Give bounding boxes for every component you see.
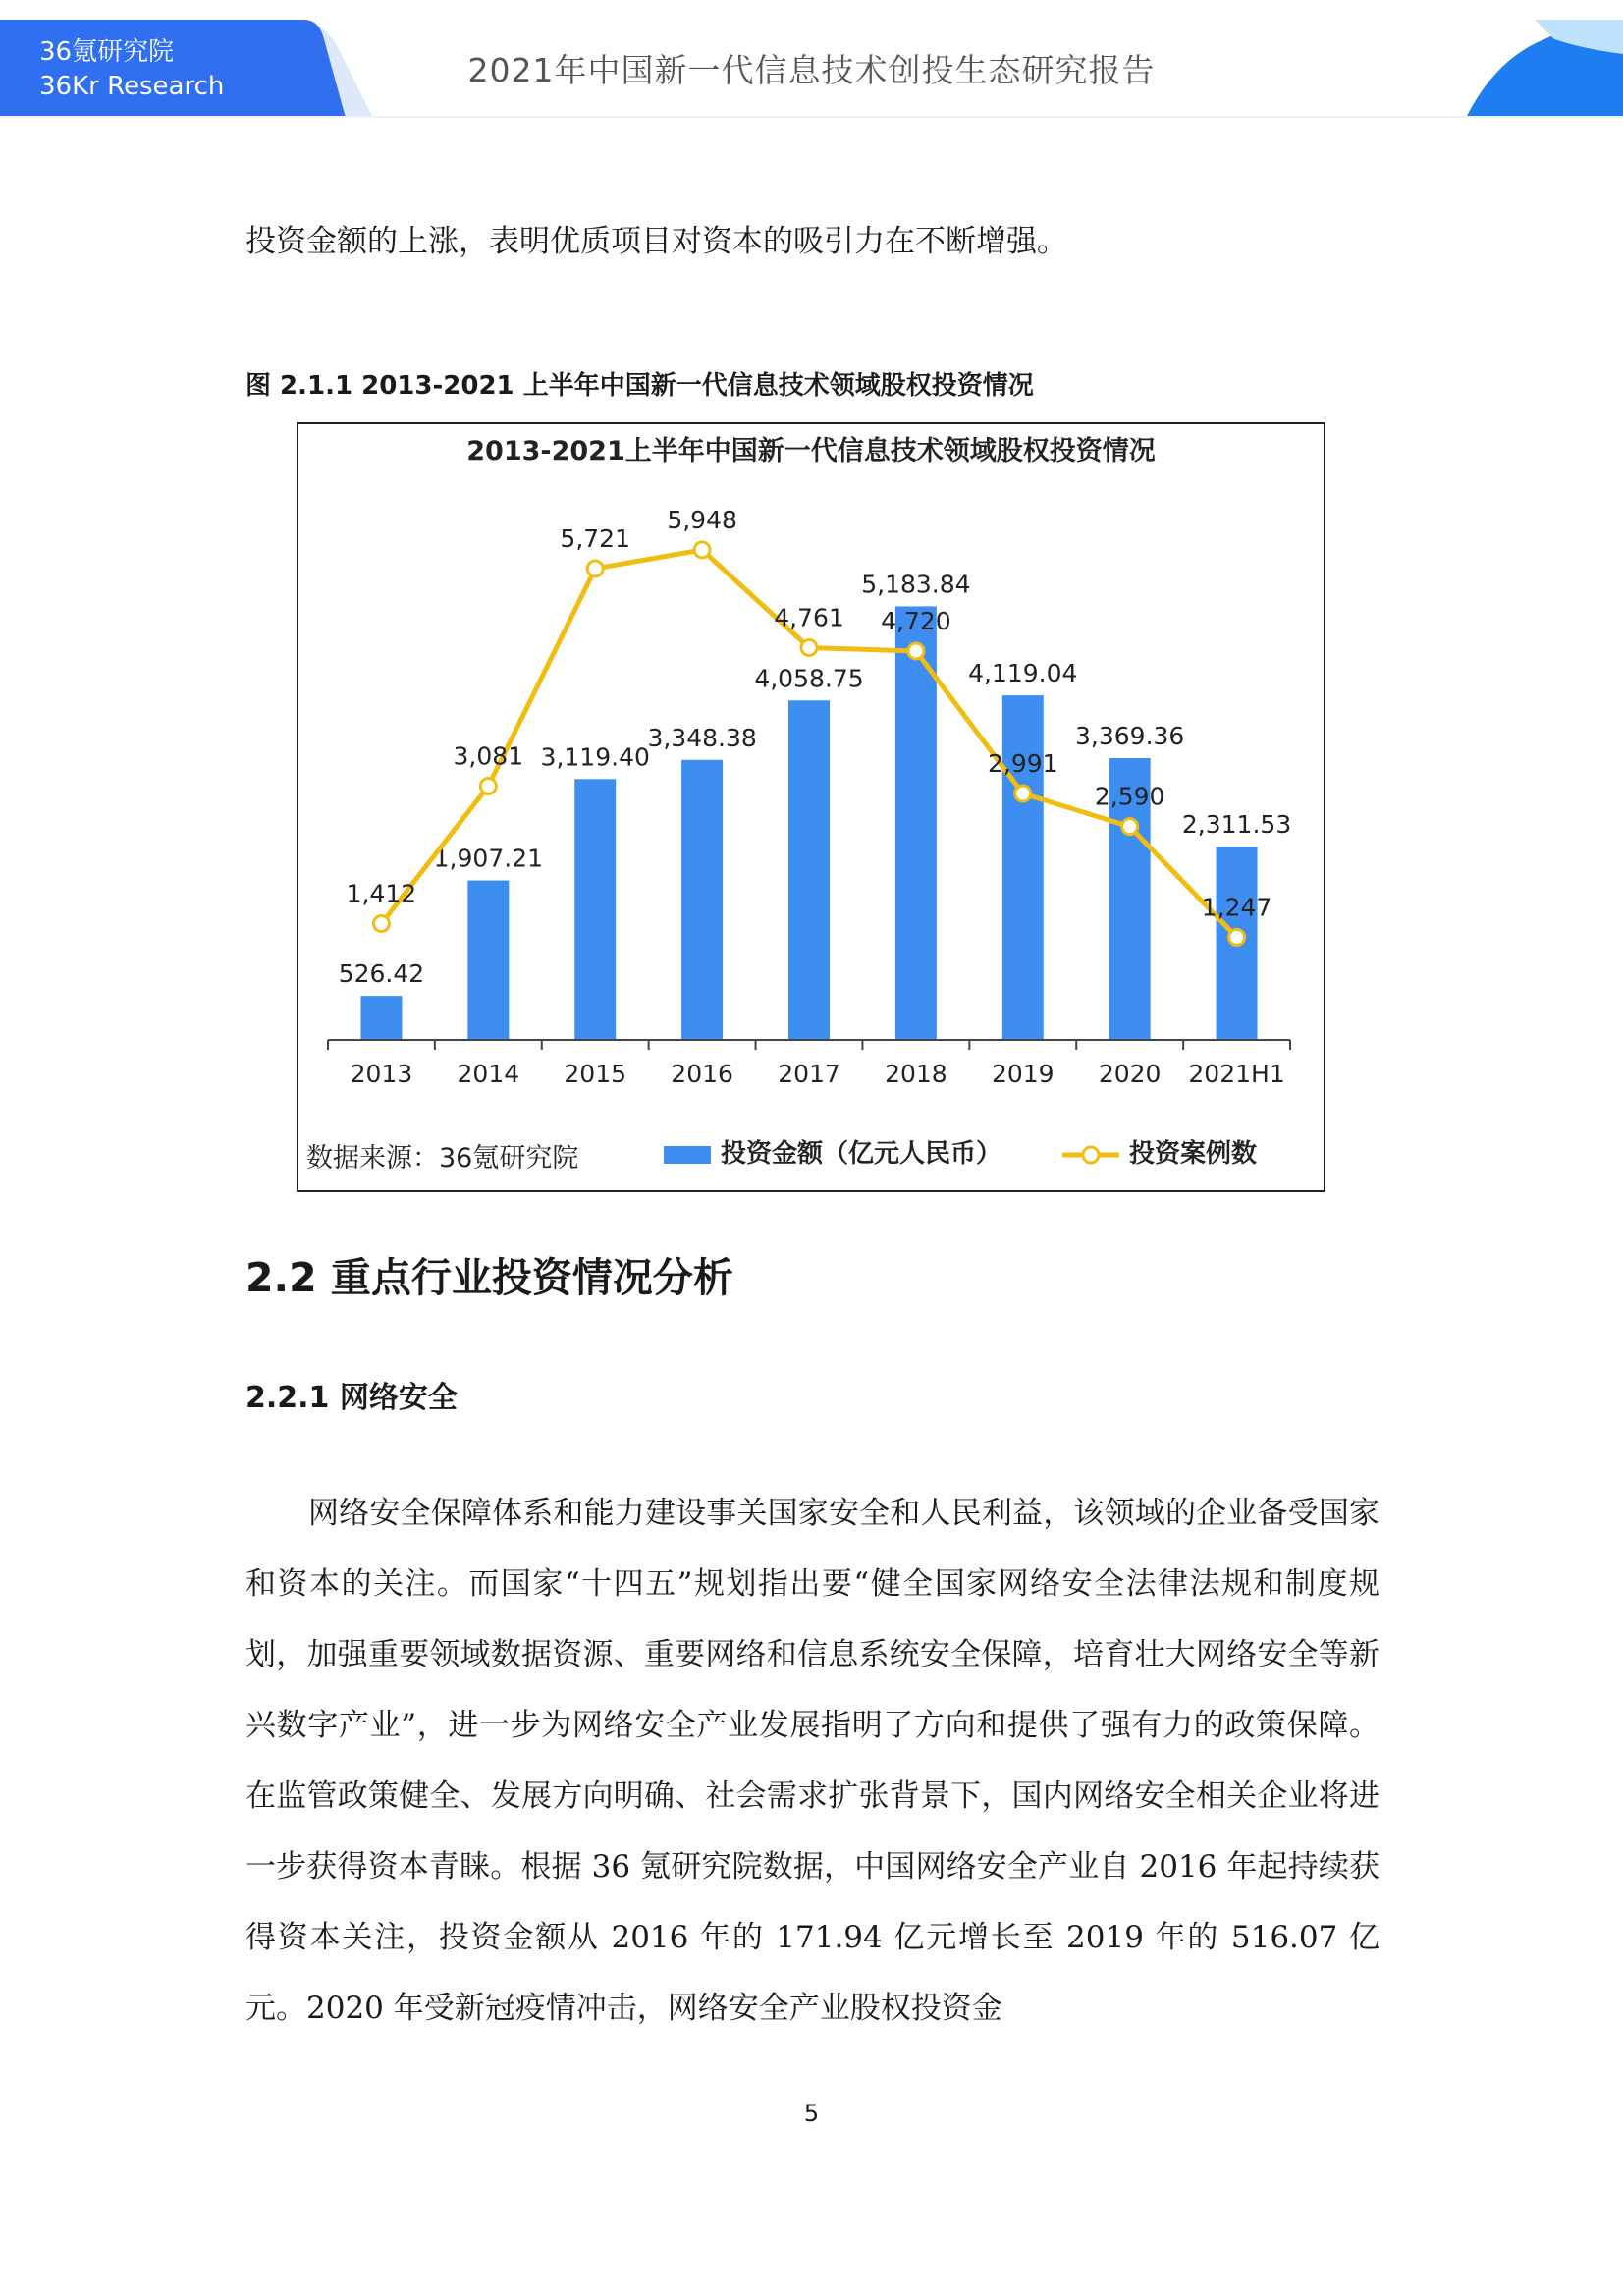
page-header [0,0,1623,118]
chart-source: 数据来源：36氪研究院 [306,1143,579,1174]
page-number: 5 [803,2100,820,2127]
x-axis-ticks [328,1040,1290,1050]
bar [1002,695,1044,1040]
logo-en: 36Kr Research [39,72,225,101]
section-heading: 2.2 重点行业投资情况分析 [245,1254,733,1301]
line-data-label: 3,081 [453,741,524,771]
bar-data-label: 1,907.21 [433,844,543,873]
x-tick-label: 2013 [350,1060,413,1088]
chart-canvas [298,424,1324,1190]
line-data-label: 4,720 [881,606,951,635]
x-tick-label: 2018 [885,1060,947,1088]
line-point [1015,786,1031,801]
figure-caption: 图 2.1.1 2013-2021 上半年中国新一代信息技术领域股权投资情况 [245,371,1034,401]
line-point [587,561,603,576]
subsection-heading: 2.2.1 网络安全 [245,1381,458,1415]
x-tick-label: 2016 [671,1060,733,1088]
line-point [694,542,710,558]
x-tick-label: 2015 [564,1060,627,1088]
bar [467,881,509,1040]
bar-data-label: 4,058.75 [754,664,864,693]
line-point [480,778,496,793]
corner-decoration [1466,20,1623,118]
bar [574,779,616,1040]
bar [681,760,723,1040]
bar-data-label: 3,119.40 [540,742,650,772]
x-tick-label: 2014 [457,1060,520,1088]
legend-bar-swatch [664,1146,711,1164]
header-divider [0,116,1623,118]
bar [788,700,830,1040]
x-tick-label: 2017 [778,1060,840,1088]
bar-data-label: 3,348.38 [647,723,757,752]
line-data-label: 4,761 [774,603,844,632]
line-data-label: 2,991 [987,749,1058,779]
x-tick-label: 2019 [991,1060,1055,1088]
x-tick-label: 2020 [1098,1060,1162,1088]
line-point [1229,929,1245,945]
line-data-label: 1,412 [346,879,417,908]
line-data-label: 2,590 [1094,782,1165,811]
x-axis-labels [351,1060,1285,1088]
investment-chart [297,422,1325,1192]
line-point [801,640,817,656]
chart-title: 2013-2021上半年中国新一代信息技术领域股权投资情况 [466,436,1156,466]
bar-data-label: 4,119.04 [968,659,1078,688]
line-data-label: 1,247 [1201,893,1272,922]
bar-data-label: 5,183.84 [861,570,971,599]
line-data-label: 5,948 [667,505,737,534]
legend-bar-label: 投资金额（亿元人民币） [721,1139,1002,1169]
legend-line-label: 投资案例数 [1129,1139,1258,1169]
x-tick-label: 2021H1 [1188,1060,1285,1088]
report-title: 2021年中国新一代信息技术创投生态研究报告 [467,51,1156,89]
line-point [1122,819,1138,835]
bar-data-label: 526.42 [338,959,425,989]
line-data-label: 5,721 [560,523,631,553]
bar-data-label: 2,311.53 [1181,810,1292,840]
bar-data-label: 3,369.36 [1075,722,1185,751]
intro-paragraph: 投资金额的上涨，表明优质项目对资本的吸引力在不断增强。 [245,224,1067,259]
legend-line-marker [1083,1147,1099,1163]
bar [360,996,402,1040]
line-point [908,643,924,659]
body-paragraph: 网络安全保障体系和能力建设事关国家安全和人民利益，该领域的企业备受国家和资本的关注。而国家“十四五”规划指出要“健全国家网络安全法律法规和制度规划，加强重要领域数据资源、重要网络和信息系统安全保障，培育壮大网络安全等新兴数字产业”，进一步为网络安全产业发展指明了方向和提供了强有力的政策保障。在监管政策健全、发展方向明确、社会需求扩张背景下，国内网络安全相关企业将进一步获得资本青睐。根据 36 氪研究院数据，中国网络安全产业自 2016 年起持续获得资本关注，投资金额从 2016 年的 171.94 亿元增长至 2019 年的 516.07 亿元。2020 年受新冠疫情冲击，网络安全产业股权投资金 [245,1496,1380,2026]
line-point [373,916,389,932]
logo-cn: 36氪研究院 [39,37,175,67]
